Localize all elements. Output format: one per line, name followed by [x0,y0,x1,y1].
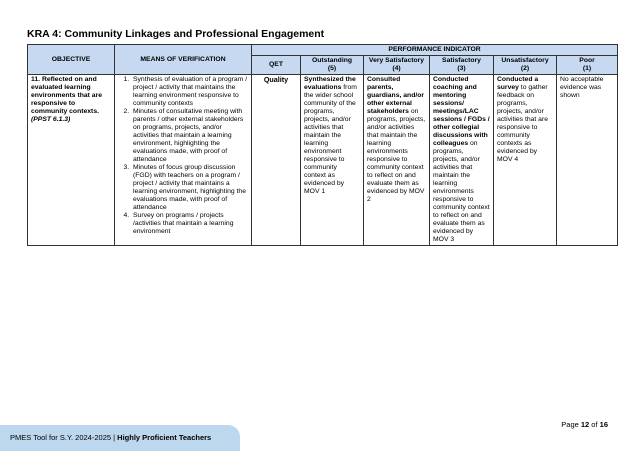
mov-item: 4. Survey on programs / projects /activities that maintain a learning environment [131,212,248,236]
objective-text: 11. Reflected on and evaluated learning environments that are responsive to community contexts. [31,76,103,116]
rating-label: Unsatisfactory [501,57,549,65]
objective-cell [28,75,115,246]
rating-score: (1) [582,65,592,73]
indicator-text: on programs, projects, and/or activities that maintain the learning environments responsive to community context to reflect on and evaluate them as evidenced by MOV 2 [367,108,426,204]
means-of-verification-cell [115,75,252,246]
header-means-of-verification: MEANS OF VERIFICATION [115,45,252,75]
footer-bar [0,425,240,451]
indicator-text: from the wider school community of the programs, projects, and/or activities that maintain the learning environment responsive to community context as evidenced by MOV 1 [304,84,357,196]
total-pages: 16 [599,420,608,429]
header-satisfactory [430,56,494,75]
mov-item: 1. Synthesis of evaluation of a program / project / activity that maintains the learning environment responsive to community contexts [131,76,248,108]
indicator-emphasis: Consulted parents, guardians, and/or other external stakeholders [367,76,425,116]
rating-label: Poor [579,57,595,65]
page-number [561,420,608,429]
footer-tool: PMES Tool for S.Y. 2024-2025 [10,433,112,442]
outstanding-cell [301,75,364,246]
header-poor [557,56,618,75]
mov-list [118,76,248,236]
header-unsatisfactory [494,56,557,75]
header-objective: OBJECTIVE [28,45,115,75]
footer-level: Highly Proficient Teachers [117,433,212,442]
kra-table [27,44,618,246]
indicator-text: on programs, projects, and/or activities that maintain the learning environments responsive to community context to reflect on and evaluate them as evidenced by MOV 3 [433,140,490,244]
rating-score: (3) [457,65,466,73]
header-outstanding [301,56,364,75]
poor-cell: No acceptable evidence was shown [557,75,618,246]
header-performance-indicator: PERFORMANCE INDICATOR [252,45,618,56]
header-row-1 [28,45,618,56]
footer-text [10,433,211,442]
indicator-emphasis: Conducted coaching and mentoring sessions/ meetings/LAC sessions / FGDs / other collegial discussions with colleagues [433,76,490,148]
header-very-satisfactory [364,56,430,75]
objective-row [28,75,618,246]
mov-item: 3. Minutes of focus group discussion (FGD) with teachers on a program / project / activity that maintains a learning environment, highlighting the evaluations made, with proof of attendance [131,164,248,212]
satisfactory-cell [430,75,494,246]
rating-score: (4) [392,65,401,73]
qet-cell: Quality [252,75,301,246]
rating-label: Satisfactory [442,57,481,65]
indicator-emphasis: Synthesized the evaluations [304,76,356,92]
indicator-text: to gather feedback on programs, projects, and/or activities that are responsive to community contexts as evidenced by MOV 4 [497,84,548,164]
rating-label: Very Satisfactory [368,57,425,65]
rating-score: (2) [520,65,530,73]
footer-separator: | [111,433,118,442]
unsatisfactory-cell [494,75,557,246]
rating-label: Outstanding [311,57,353,65]
ppst-reference: (PPST 6.1.3) [31,116,71,124]
page-of: of [589,420,600,429]
current-page: 12 [580,420,590,429]
very-satisfactory-cell [364,75,430,246]
mov-item: 2. Minutes of consultative meeting with parents / other external stakeholders on programs, projects, and/or activities that maintain a learning environment, highlighting the evaluations made, with proof of attendance [131,108,248,164]
kra-title: KRA 4: Community Linkages and Professional Engagement [27,28,325,40]
page-prefix: Page [561,420,581,429]
header-qet: QET [252,56,301,75]
indicator-emphasis: Conducted a survey [497,76,539,92]
rating-score: (5) [327,65,337,73]
